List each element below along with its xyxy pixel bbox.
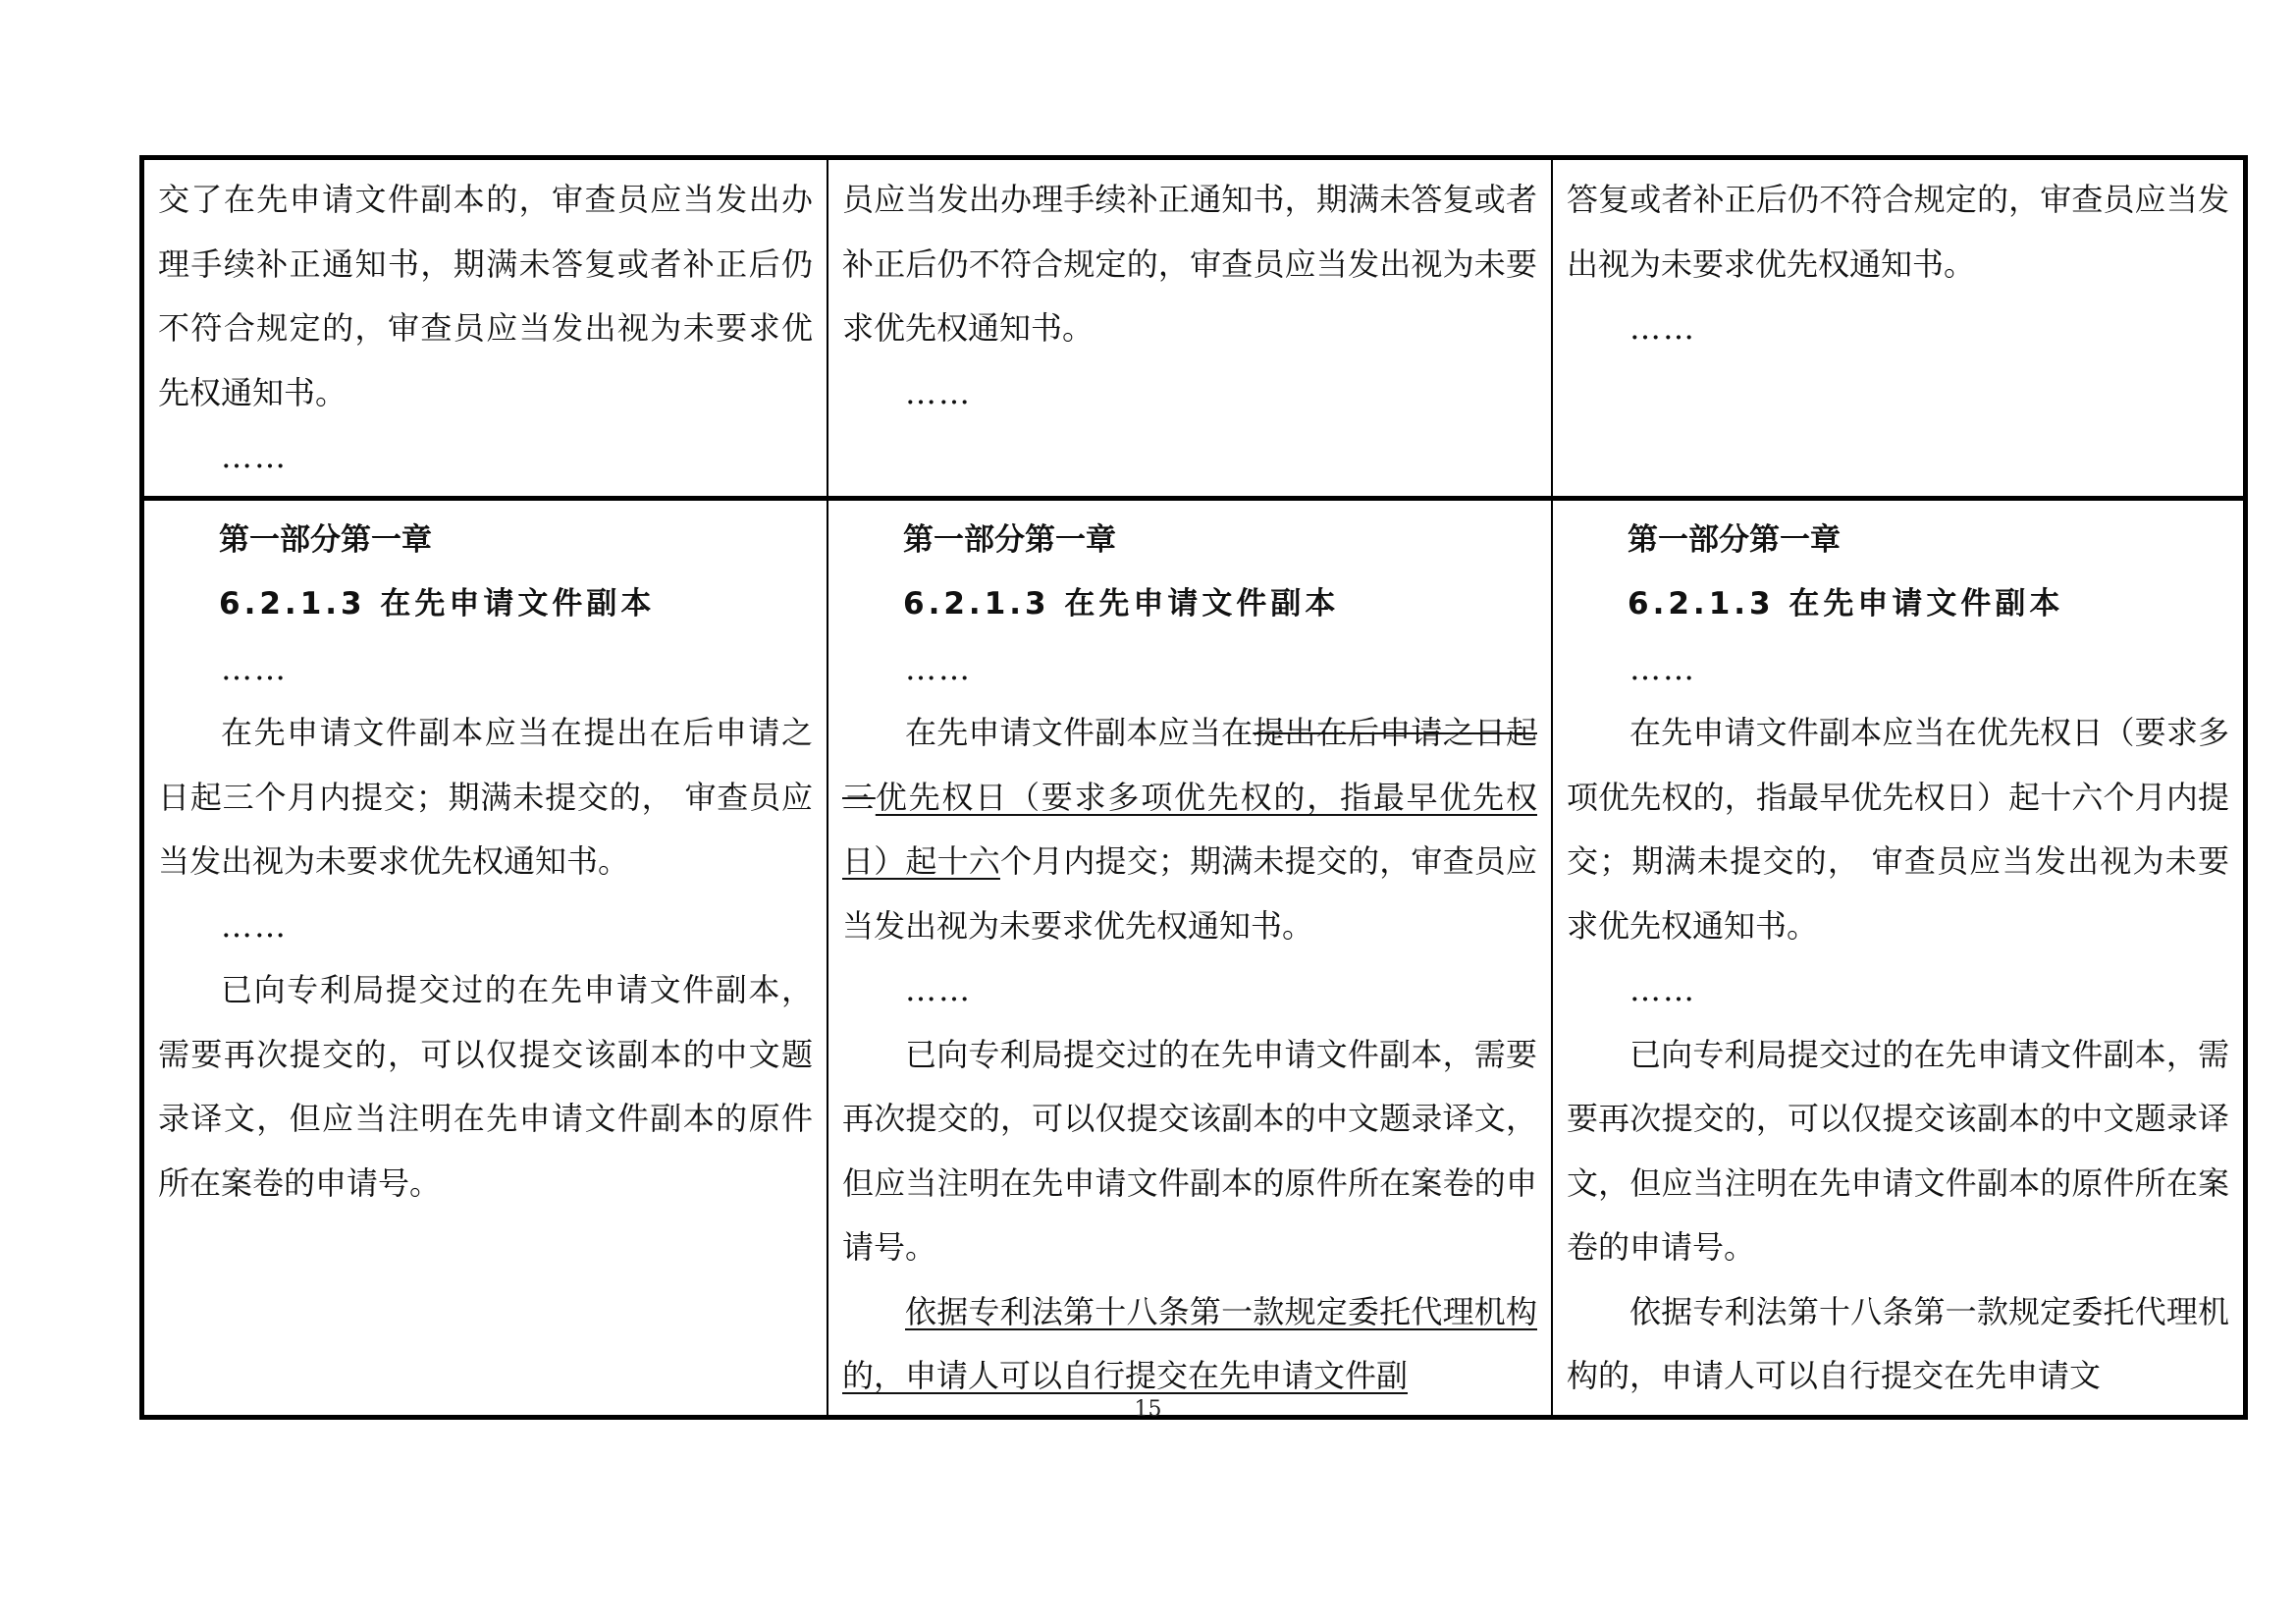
inserted-text: 依据专利法第十八条第一款规定委托代理机构的，申请人可以自行提交在先申请文件副	[842, 1292, 1537, 1394]
ellipsis: ……	[905, 373, 972, 411]
paragraph: 已向专利局提交过的在先申请文件副本，需要再次提交的，可以仅提交该副本的中文题录译文，但应当注明在先申请文件副本的原件所在案卷的申请号。	[1567, 1035, 2229, 1266]
ellipsis: ……	[221, 438, 288, 475]
table-cell-revised-marked	[828, 498, 1552, 1417]
section-heading: 6.2.1.3 在先申请文件副本	[219, 586, 656, 622]
ellipsis: ……	[1629, 309, 1696, 347]
table-cell-original	[142, 498, 828, 1417]
part-heading: 第一部分第一章	[903, 521, 1116, 558]
table-cell-revised-marked	[828, 158, 1552, 499]
inserted-text: 优先权日（要求多项优先权的，指最早优先权日）起十六	[842, 778, 1537, 880]
paragraph: 答复或者补正后仍不符合规定的，审查员应当发出视为未要求优先权通知书。	[1567, 181, 2229, 283]
part-heading: 第一部分第一章	[1628, 521, 1841, 558]
section-heading: 6.2.1.3 在先申请文件副本	[903, 586, 1340, 622]
comparison-table	[139, 155, 2248, 1420]
table-cell-revised-clean	[1552, 158, 2246, 499]
paragraph: 员应当发出办理手续补正通知书，期满未答复或者补正后仍不符合规定的，审查员应当发出视为未要求优先权通知书。	[842, 181, 1537, 347]
page-number: 15	[1134, 1397, 1162, 1422]
unchanged-text: 在先申请文件副本应当在	[905, 714, 1254, 751]
section-heading: 6.2.1.3 在先申请文件副本	[1628, 586, 2064, 622]
table-cell-revised-clean	[1552, 498, 2246, 1417]
paragraph: 已向专利局提交过的在先申请文件副本，需要再次提交的，可以仅提交该副本的中文题录译文，但应当注明在先申请文件副本的原件所在案卷的申请号。	[158, 971, 813, 1202]
ellipsis: ……	[905, 649, 972, 687]
part-heading: 第一部分第一章	[219, 521, 432, 558]
ellipsis: ……	[905, 971, 972, 1008]
table-row	[142, 498, 2246, 1417]
ellipsis: ……	[221, 906, 288, 945]
ellipsis: ……	[221, 649, 288, 687]
paragraph: 已向专利局提交过的在先申请文件副本，需要再次提交的，可以仅提交该副本的中文题录译文，但应当注明在先申请文件副本的原件所在案卷的申请号。	[842, 1035, 1537, 1266]
ellipsis: ……	[1629, 971, 1696, 1008]
paragraph: 交了在先申请文件副本的，审查员应当发出办理手续补正通知书，期满未答复或者补正后仍不符合规定的，审查员应当发出视为未要求优先权通知书。	[158, 181, 813, 411]
table-row	[142, 158, 2246, 499]
table-cell-original	[142, 158, 828, 499]
deleted-text: 提出在后申请之日起三	[842, 714, 1537, 816]
unchanged-text: 个月内提交；期满未提交的，审查员应当发出视为未要求优先权通知书。	[842, 842, 1537, 945]
paragraph-tracked	[842, 701, 1537, 958]
ellipsis: ……	[1629, 649, 1696, 687]
paragraph: 依据专利法第十八条第一款规定委托代理机构的，申请人可以自行提交在先申请文	[1567, 1292, 2229, 1394]
paragraph: 在先申请文件副本应当在优先权日（要求多项优先权的，指最早优先权日）起十六个月内提交；期满未提交的， 审查员应当发出视为未要求优先权通知书。	[1567, 714, 2229, 945]
paragraph: 在先申请文件副本应当在提出在后申请之日起三个月内提交；期满未提交的， 审查员应当发出视为未要求优先权通知书。	[158, 714, 813, 880]
paragraph-tracked	[842, 1280, 1537, 1409]
